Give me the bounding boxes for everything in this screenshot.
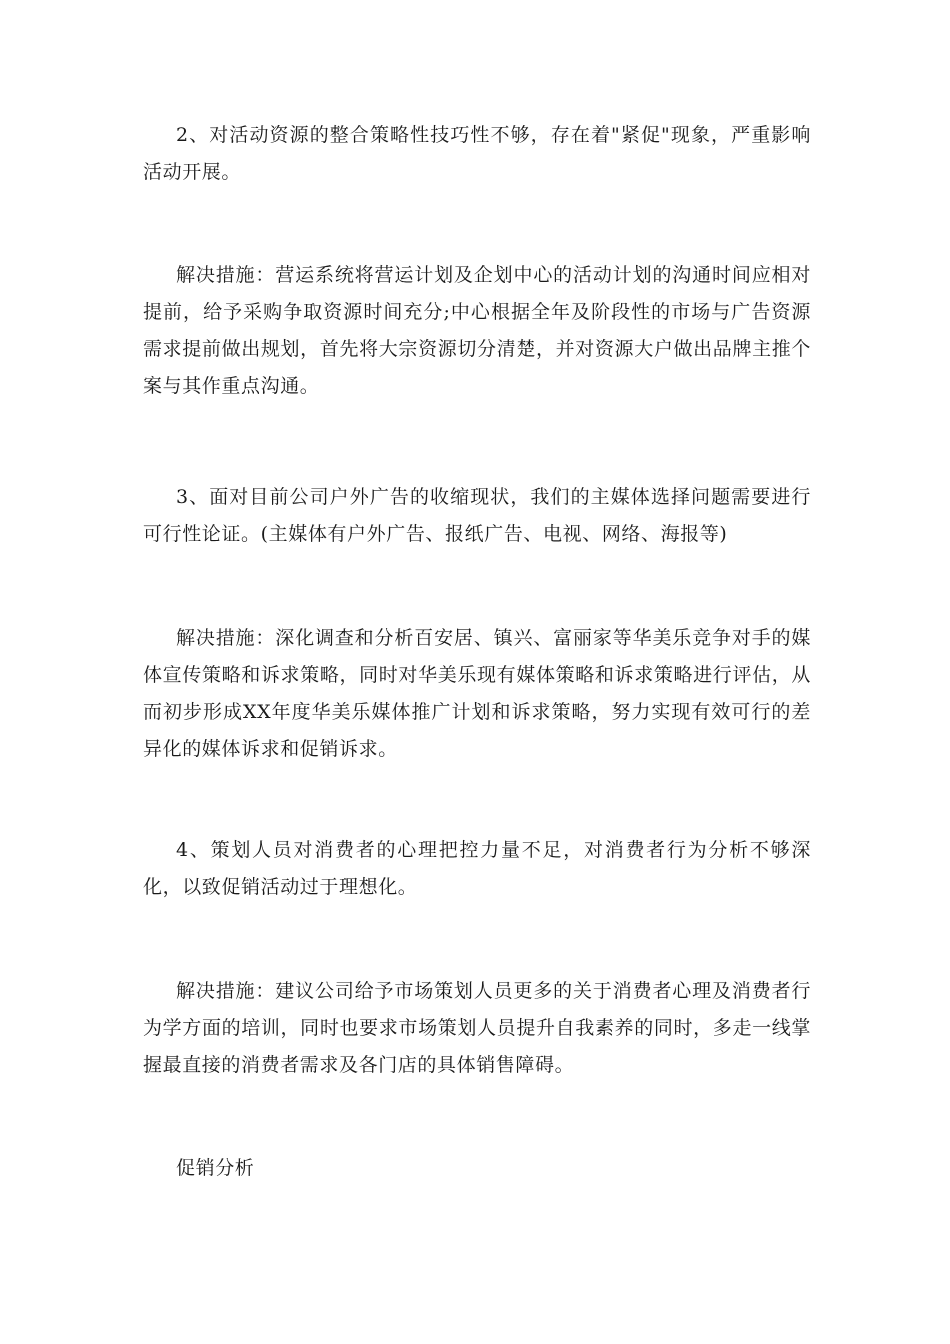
paragraph-issue-4: 4、策划人员对消费者的心理把控力量不足，对消费者行为分析不够深化，以致促销活动过于理想化。 <box>143 839 811 898</box>
paragraph-solution-2: 解决措施：营运系统将营运计划及企划中心的活动计划的沟通时间应相对提前，给予采购争取资源时间充分;中心根据全年及阶段性的市场与广告资源需求提前做出规划，首先将大宗资源切分清楚，并对资源大户做出品牌主推个案与其作重点沟通。 <box>143 264 811 397</box>
paragraph-issue-3: 3、面对目前公司户外广告的收缩现状，我们的主媒体选择问题需要进行可行性论证。(主媒体有户外广告、报纸广告、电视、网络、海报等) <box>143 486 811 545</box>
paragraph-issue-2: 2、对活动资源的整合策略性技巧性不够，存在着"紧促"现象，严重影响活动开展。 <box>143 124 811 183</box>
paragraph-solution-4: 解决措施：建议公司给予市场策划人员更多的关于消费者心理及消费者行为学方面的培训，同时也要求市场策划人员提升自我素养的同时，多走一线掌握最直接的消费者需求及各门店的具体销售障碍。 <box>143 980 811 1076</box>
paragraph-solution-3: 解决措施：深化调查和分析百安居、镇兴、富丽家等华美乐竞争对手的媒体宣传策略和诉求策略，同时对华美乐现有媒体策略和诉求策略进行评估，从而初步形成XX年度华美乐媒体推广计划和诉求策略，努力实现有效可行的差异化的媒体诉求和促销诉求。 <box>143 627 811 760</box>
section-heading-promotion-analysis: 促销分析 <box>176 1157 255 1179</box>
